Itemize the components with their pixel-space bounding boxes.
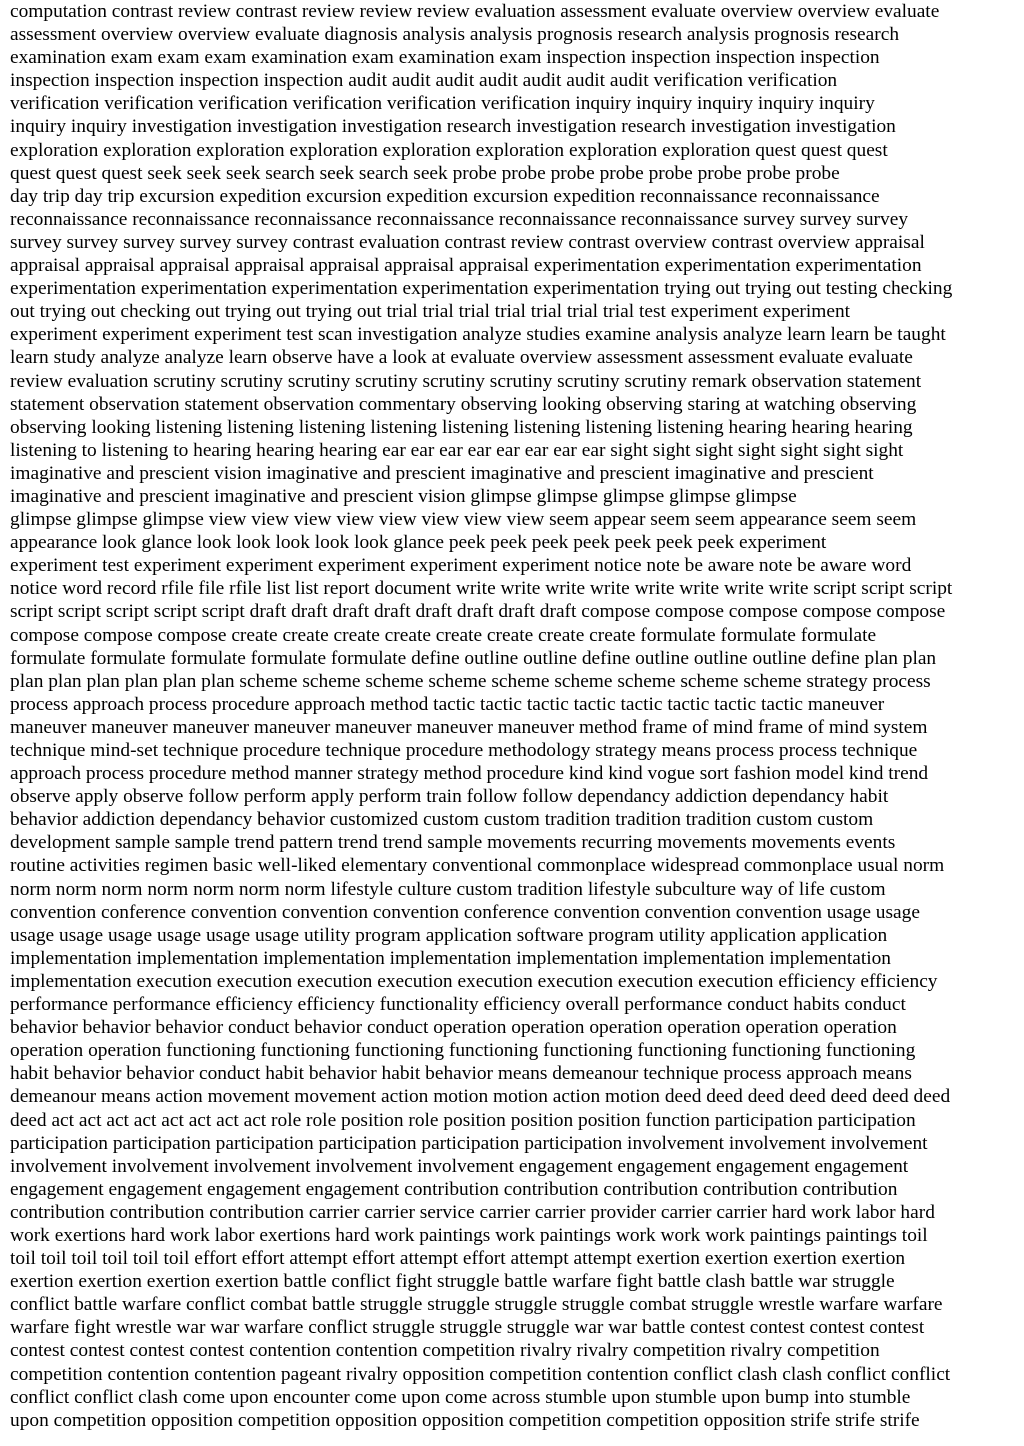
- text-line: script script script script script draft draft draft draft draft draft draft draft compose compose compose compose compose: [10, 601, 946, 623]
- text-line: appearance look glance look look look look look glance peek peek peek peek peek peek peek experiment: [10, 532, 827, 554]
- text-line: statement observation statement observation commentary observing looking observing staring at watching observing: [10, 393, 917, 415]
- text-line: routine activities regimen basic well-liked elementary conventional commonplace widespread commonplace usual norm: [10, 855, 945, 877]
- text-line: performance performance efficiency efficiency functionality efficiency overall performance conduct habits conduct: [10, 994, 906, 1016]
- text-line: engagement engagement engagement engagement contribution contribution contribution contribution contribution: [10, 1178, 898, 1200]
- body-text: [10, 0, 1020, 1432]
- text-line: inspection inspection inspection inspection audit audit audit audit audit audit audit verification verification: [10, 70, 838, 92]
- text-line: assessment overview overview evaluate diagnosis analysis analysis prognosis research analysis prognosis research: [10, 24, 900, 46]
- text-line: exploration exploration exploration exploration exploration exploration exploration exploration quest quest quest: [10, 139, 888, 161]
- text-line: conflict conflict clash come upon encounter come upon come across stumble upon stumble upon bump into stumble: [10, 1386, 911, 1408]
- text-line: work exertions hard work labor exertions hard work paintings work paintings work work work paintings paintings toil: [10, 1224, 928, 1246]
- text-line: day trip day trip excursion expedition excursion expedition excursion expedition reconnaissance reconnaissance: [10, 185, 880, 207]
- text-line: participation participation participation participation participation participation involvement involvement involvement: [10, 1132, 928, 1154]
- text-line: experimentation experimentation experimentation experimentation experimentation trying out trying out testing checking: [10, 278, 953, 300]
- text-line: inquiry inquiry investigation investigation investigation research investigation research investigation investigation: [10, 116, 896, 138]
- text-line: upon competition opposition competition opposition opposition competition competition opposition strife strife strife: [10, 1409, 920, 1431]
- text-line: exertion exertion exertion exertion battle conflict fight struggle battle warfare fight battle clash battle war struggle: [10, 1271, 895, 1293]
- text-line: behavior addiction dependancy behavior customized custom custom tradition tradition tradition custom custom: [10, 809, 874, 831]
- text-line: observing looking listening listening listening listening listening listening listening listening hearing hearing hearing: [10, 416, 913, 438]
- text-line: glimpse glimpse glimpse view view view view view view view view seem appear seem seem appearance seem seem: [10, 509, 917, 531]
- text-line: compose compose compose create create create create create create create create formulate formulate formulate: [10, 624, 877, 646]
- text-line: contest contest contest contest contention contention competition rivalry rivalry competition rivalry competition: [10, 1340, 880, 1362]
- text-line: competition contention contention pageant rivalry opposition competition contention conflict clash clash conflict conflict: [10, 1363, 951, 1385]
- text-line: experiment experiment experiment test scan investigation analyze studies examine analysis analyze learn learn be taught: [10, 324, 946, 346]
- text-line: implementation implementation implementation implementation implementation implementation implementation: [10, 947, 892, 969]
- text-line: behavior behavior behavior conduct behavior conduct operation operation operation operation operation operation: [10, 1017, 897, 1039]
- text-line: experiment test experiment experiment experiment experiment experiment notice note be aware note be aware word: [10, 555, 912, 577]
- text-line: operation operation functioning functioning functioning functioning functioning functioning functioning functioning: [10, 1040, 916, 1062]
- text-line: contribution contribution contribution carrier carrier service carrier carrier provider carrier carrier hard work labor hard: [10, 1201, 935, 1223]
- text-line: learn study analyze analyze learn observe have a look at evaluate overview assessment assessment evaluate evaluate: [10, 347, 913, 369]
- text-line: convention conference convention convention convention conference convention convention convention usage usage: [10, 901, 920, 923]
- text-line: development sample sample trend pattern trend trend sample movements recurring movements movements events: [10, 832, 896, 854]
- text-line: technique mind-set technique procedure technique procedure methodology strategy means process process technique: [10, 740, 918, 761]
- text-line: out trying out checking out trying out trying out trial trial trial trial trial trial trial test experiment experiment: [10, 301, 851, 323]
- text-line: formulate formulate formulate formulate formulate define outline outline define outline outline outline define plan plan: [10, 647, 937, 669]
- text-line: computation contrast review contrast review review review evaluation assessment evaluate overview overview evaluate: [10, 1, 940, 22]
- text-line: listening to listening to hearing hearing hearing ear ear ear ear ear ear ear ear sight sight sight sight sight sight sight: [10, 439, 904, 461]
- text-line: reconnaissance reconnaissance reconnaissance reconnaissance reconnaissance reconnaissance survey survey survey: [10, 208, 909, 230]
- text-line: notice word record rfile file rfile list list report document write write write write write write write write script script script: [10, 578, 953, 600]
- text-line: approach process procedure method manner strategy method procedure kind kind vogue sort fashion model kind trend: [10, 763, 929, 785]
- text-line: imaginative and prescient imaginative and prescient vision glimpse glimpse glimpse glimpse glimpse: [10, 485, 797, 507]
- text-line: imaginative and prescient vision imaginative and prescient imaginative and prescient imaginative and prescient: [10, 462, 874, 484]
- text-line: verification verification verification verification verification verification inquiry inquiry inquiry inquiry inquiry: [10, 93, 875, 115]
- text-line: deed act act act act act act act act role role position role position position position function participation participation: [10, 1109, 916, 1131]
- text-line: usage usage usage usage usage usage utility program application software program utility application application: [10, 924, 888, 946]
- text-line: habit behavior behavior conduct habit behavior habit behavior means demeanour technique process approach means: [10, 1063, 912, 1085]
- text-line: demeanour means action movement movement action motion motion action motion deed deed deed deed deed deed deed: [10, 1086, 951, 1108]
- text-line: involvement involvement involvement involvement involvement engagement engagement engagement engagement: [10, 1155, 909, 1177]
- text-line: toil toil toil toil toil toil effort effort attempt effort attempt effort attempt attempt exertion exertion exertion exertion: [10, 1248, 906, 1270]
- text-line: review evaluation scrutiny scrutiny scrutiny scrutiny scrutiny scrutiny scrutiny scrutiny remark observation statement: [10, 370, 922, 392]
- text-line: maneuver maneuver maneuver maneuver maneuver maneuver maneuver method frame of mind frame of mind system: [10, 716, 928, 738]
- text-line: warfare fight wrestle war war warfare conflict struggle struggle struggle war war battle contest contest contest contest: [10, 1317, 925, 1339]
- text-line: plan plan plan plan plan plan scheme scheme scheme scheme scheme scheme scheme scheme scheme strategy process: [10, 670, 931, 692]
- text-line: norm norm norm norm norm norm norm lifestyle culture custom tradition lifestyle subculture way of life custom: [10, 878, 886, 900]
- text-line: survey survey survey survey survey contrast evaluation contrast review contrast overview contrast overview appraisal: [10, 231, 925, 253]
- text-line: process approach process procedure approach method tactic tactic tactic tactic tactic tactic tactic tactic maneuver: [10, 693, 885, 715]
- text-line: appraisal appraisal appraisal appraisal appraisal appraisal appraisal experimentation experimentation experimentation: [10, 255, 922, 277]
- text-line: quest quest quest seek seek seek search seek search seek probe probe probe probe probe probe probe probe: [10, 162, 840, 184]
- text-line: examination exam exam exam examination exam examination exam inspection inspection inspection inspection: [10, 47, 880, 69]
- text-line: conflict battle warfare conflict combat battle struggle struggle struggle struggle combat struggle wrestle warfare warfare: [10, 1294, 943, 1316]
- text-line: observe apply observe follow perform apply perform train follow follow dependancy addiction dependancy habit: [10, 786, 889, 808]
- text-line: implementation execution execution execution execution execution execution execution execution efficiency efficiency: [10, 970, 938, 992]
